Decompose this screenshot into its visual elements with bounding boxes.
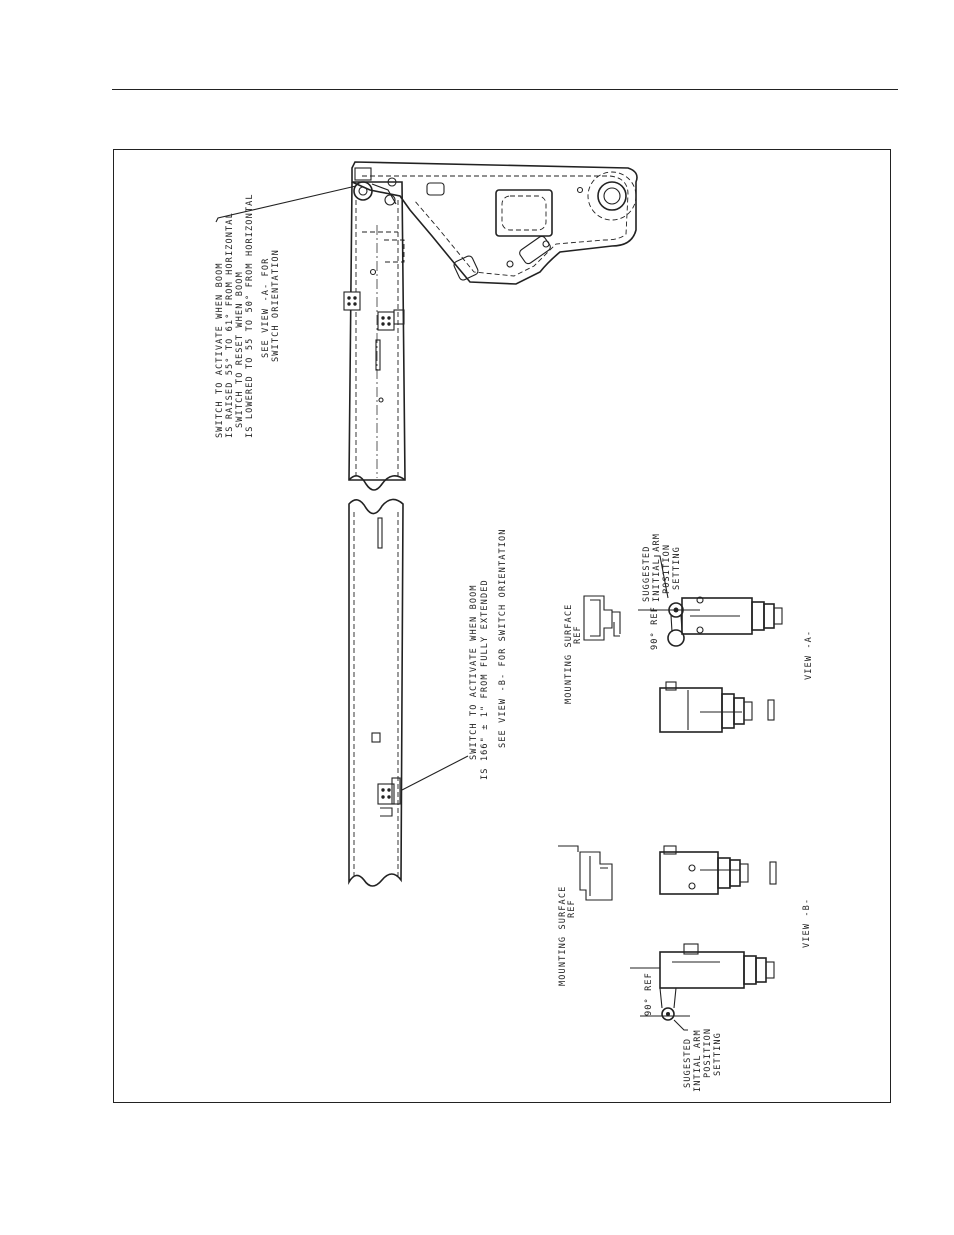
view-b-suggested-3: POSITION: [703, 1027, 713, 1078]
view-a-suggested-2: INITIAL ARM: [652, 532, 662, 602]
boom-upper-section: [344, 182, 405, 490]
view-b-suggested-2: INTIAL ARM: [693, 1029, 703, 1092]
callout-top-line6: SWITCH ORIENTATION: [271, 249, 281, 362]
callout-mid-line2: IS 166" ± 1" FROM FULLY EXTENDED: [480, 579, 490, 780]
view-a-title: VIEW -A-: [804, 629, 814, 680]
callout-top-line1: SWITCH TO ACTIVATE WHEN BOOM: [215, 262, 225, 438]
view-a-mounting-1: MOUNTING SURFACE: [564, 603, 574, 704]
view-b-angle: 90° REF: [644, 972, 654, 1016]
view-a-suggested-1: SUGGESTED: [642, 545, 652, 602]
callout-top: [215, 193, 281, 438]
callout-top-line5: SEE VIEW -A- FOR: [261, 257, 271, 358]
callout-top-line3: SWITCH TO RESET WHEN BOOM: [235, 271, 245, 428]
view-a: [564, 533, 814, 732]
view-b-mounting-2: REF: [567, 899, 577, 918]
view-a-mounting-2: REF: [573, 625, 583, 644]
view-a-angle: 90° REF: [650, 606, 660, 650]
view-b: [558, 846, 812, 1092]
view-b-suggested-4: SETTING: [713, 1032, 723, 1076]
view-b-suggested-1: SUGESTED: [683, 1037, 693, 1088]
callout-top-line4: IS LOWERED TO 55 TO 50° FROM HORIZONTAL: [245, 193, 255, 438]
callout-top-line2: IS RAISED 55° TO 61° FROM HORIZONTAL: [225, 212, 235, 438]
view-a-suggested-4: SETTING: [672, 546, 682, 590]
pivot-bracket: [352, 162, 637, 284]
view-b-title: VIEW -B-: [802, 897, 812, 948]
view-a-suggested-3: POSITION: [662, 543, 672, 594]
view-b-mounting-1: MOUNTING SURFACE: [558, 885, 568, 986]
view-b-leader: [674, 1020, 688, 1030]
callout-mid-line3: SEE VIEW -B- FOR SWITCH ORIENTATION: [498, 528, 508, 748]
leader-top: [216, 186, 356, 222]
boom-lower-section: [349, 499, 403, 886]
callout-mid-line1: SWITCH TO ACTIVATE WHEN BOOM: [469, 584, 479, 760]
leader-mid: [402, 756, 468, 790]
callout-mid: [469, 528, 508, 780]
